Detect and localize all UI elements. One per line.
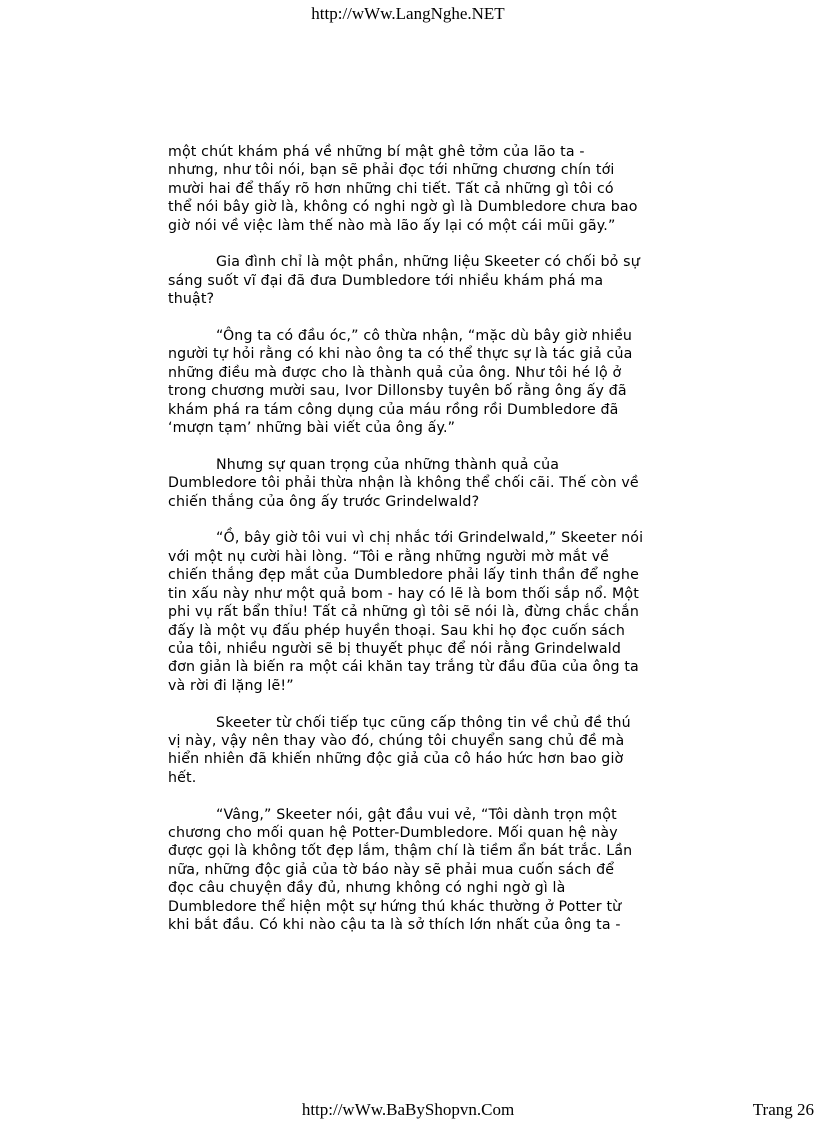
paragraph: Skeeter từ chối tiếp tục cũng cấp thông tin về chủ đề thú vị này, vậy nên thay vào đó, chúng tôi chuyển sang chủ đề mà hiển nhiên đã khiến những độc giả của cô háo hức hơn bao giờ hết.	[168, 714, 631, 786]
header-url: http://wWw.LangNghe.NET	[311, 4, 505, 23]
footer-url: http://wWw.BaByShopvn.Com	[301, 1100, 515, 1119]
paragraph: “Vâng,” Skeeter nói, gật đầu vui vẻ, “Tôi dành trọn một chương cho mối quan hệ Potter-Dumbledore. Mối quan hệ này được gọi là không tốt đẹp lắm, thậm chí là tiềm ẩn bát trắc. Lần nữa, những độc giả của tờ báo này sẽ phải mua cuốn sách để đọc câu chuyện đầy đủ, nhưng không có nghi ngờ gì là Dumbledore thể hiện một sự hứng thú khác thường ở Potter từ khi bắt đầu. Có khi nào cậu ta là sở thích lớn nhất của ông ta -	[168, 806, 633, 933]
paragraph: Gia đình chỉ là một phần, những liệu Skeeter có chối bỏ sự sáng suốt vĩ đại đã đưa Dumbledore tới nhiều khám phá ma thuật?	[168, 254, 640, 308]
paragraph: “Ông ta có đầu óc,” cô thừa nhận, “mặc dù bây giờ nhiều người tự hỏi rằng có khi nào ông ta có thể thực sự là tác giả của những điều mà được cho là thành quả của ông. Như tôi hé lộ ở trong chương mười sau, Ivor Dillonsby tuyên bố rằng ông ấy đã khám phá ra tám công dụng của máu rồng rồi Dumbledore đã ‘mượn tạm’ những bài viết của ông ấy.”	[168, 328, 633, 437]
paragraph: một chút khám phá về những bí mật ghê tởm của lão ta - nhưng, như tôi nói, bạn sẽ phải đọc tới những chương chín tới mười hai để thấy rõ hơn những chi tiết. Tất cả những gì tôi có thể nói bây giờ là, không có nghi ngờ gì là Dumbledore chưa bao giờ nói về việc làm thế nào mà lão ấy lại có một cái mũi gãy.”	[168, 144, 638, 234]
page-number: Trang 26	[752, 1100, 814, 1119]
document-body	[168, 143, 658, 953]
paragraph: “Ồ, bây giờ tôi vui vì chị nhắc tới Grindelwald,” Skeeter nói với một nụ cười hài lòng. “Tôi e rằng những người mờ mắt về chiến thắng đẹp mắt của Dumbledore phải lấy tinh thần để nghe tin xấu này như một quả bom - hay có lẽ là bom thối sắp nổ. Một phi vụ rất bẩn thỉu! Tất cả những gì tôi sẽ nói là, đừng chắc chắn đấy là một vụ đấu phép huyền thoại. Sau khi họ đọc cuốn sách của tôi, nhiều người sẽ bị thuyết phục để nói rằng Grindelwald đơn giản là biến ra một cái khăn tay trắng từ đầu đũa của ông ta và rời đi lặng lẽ!”	[168, 530, 644, 694]
paragraph: Nhưng sự quan trọng của những thành quả của Dumbledore tôi phải thừa nhận là không thể chối cãi. Thế còn về chiến thắng của ông ấy trước Grindelwald?	[168, 456, 639, 510]
